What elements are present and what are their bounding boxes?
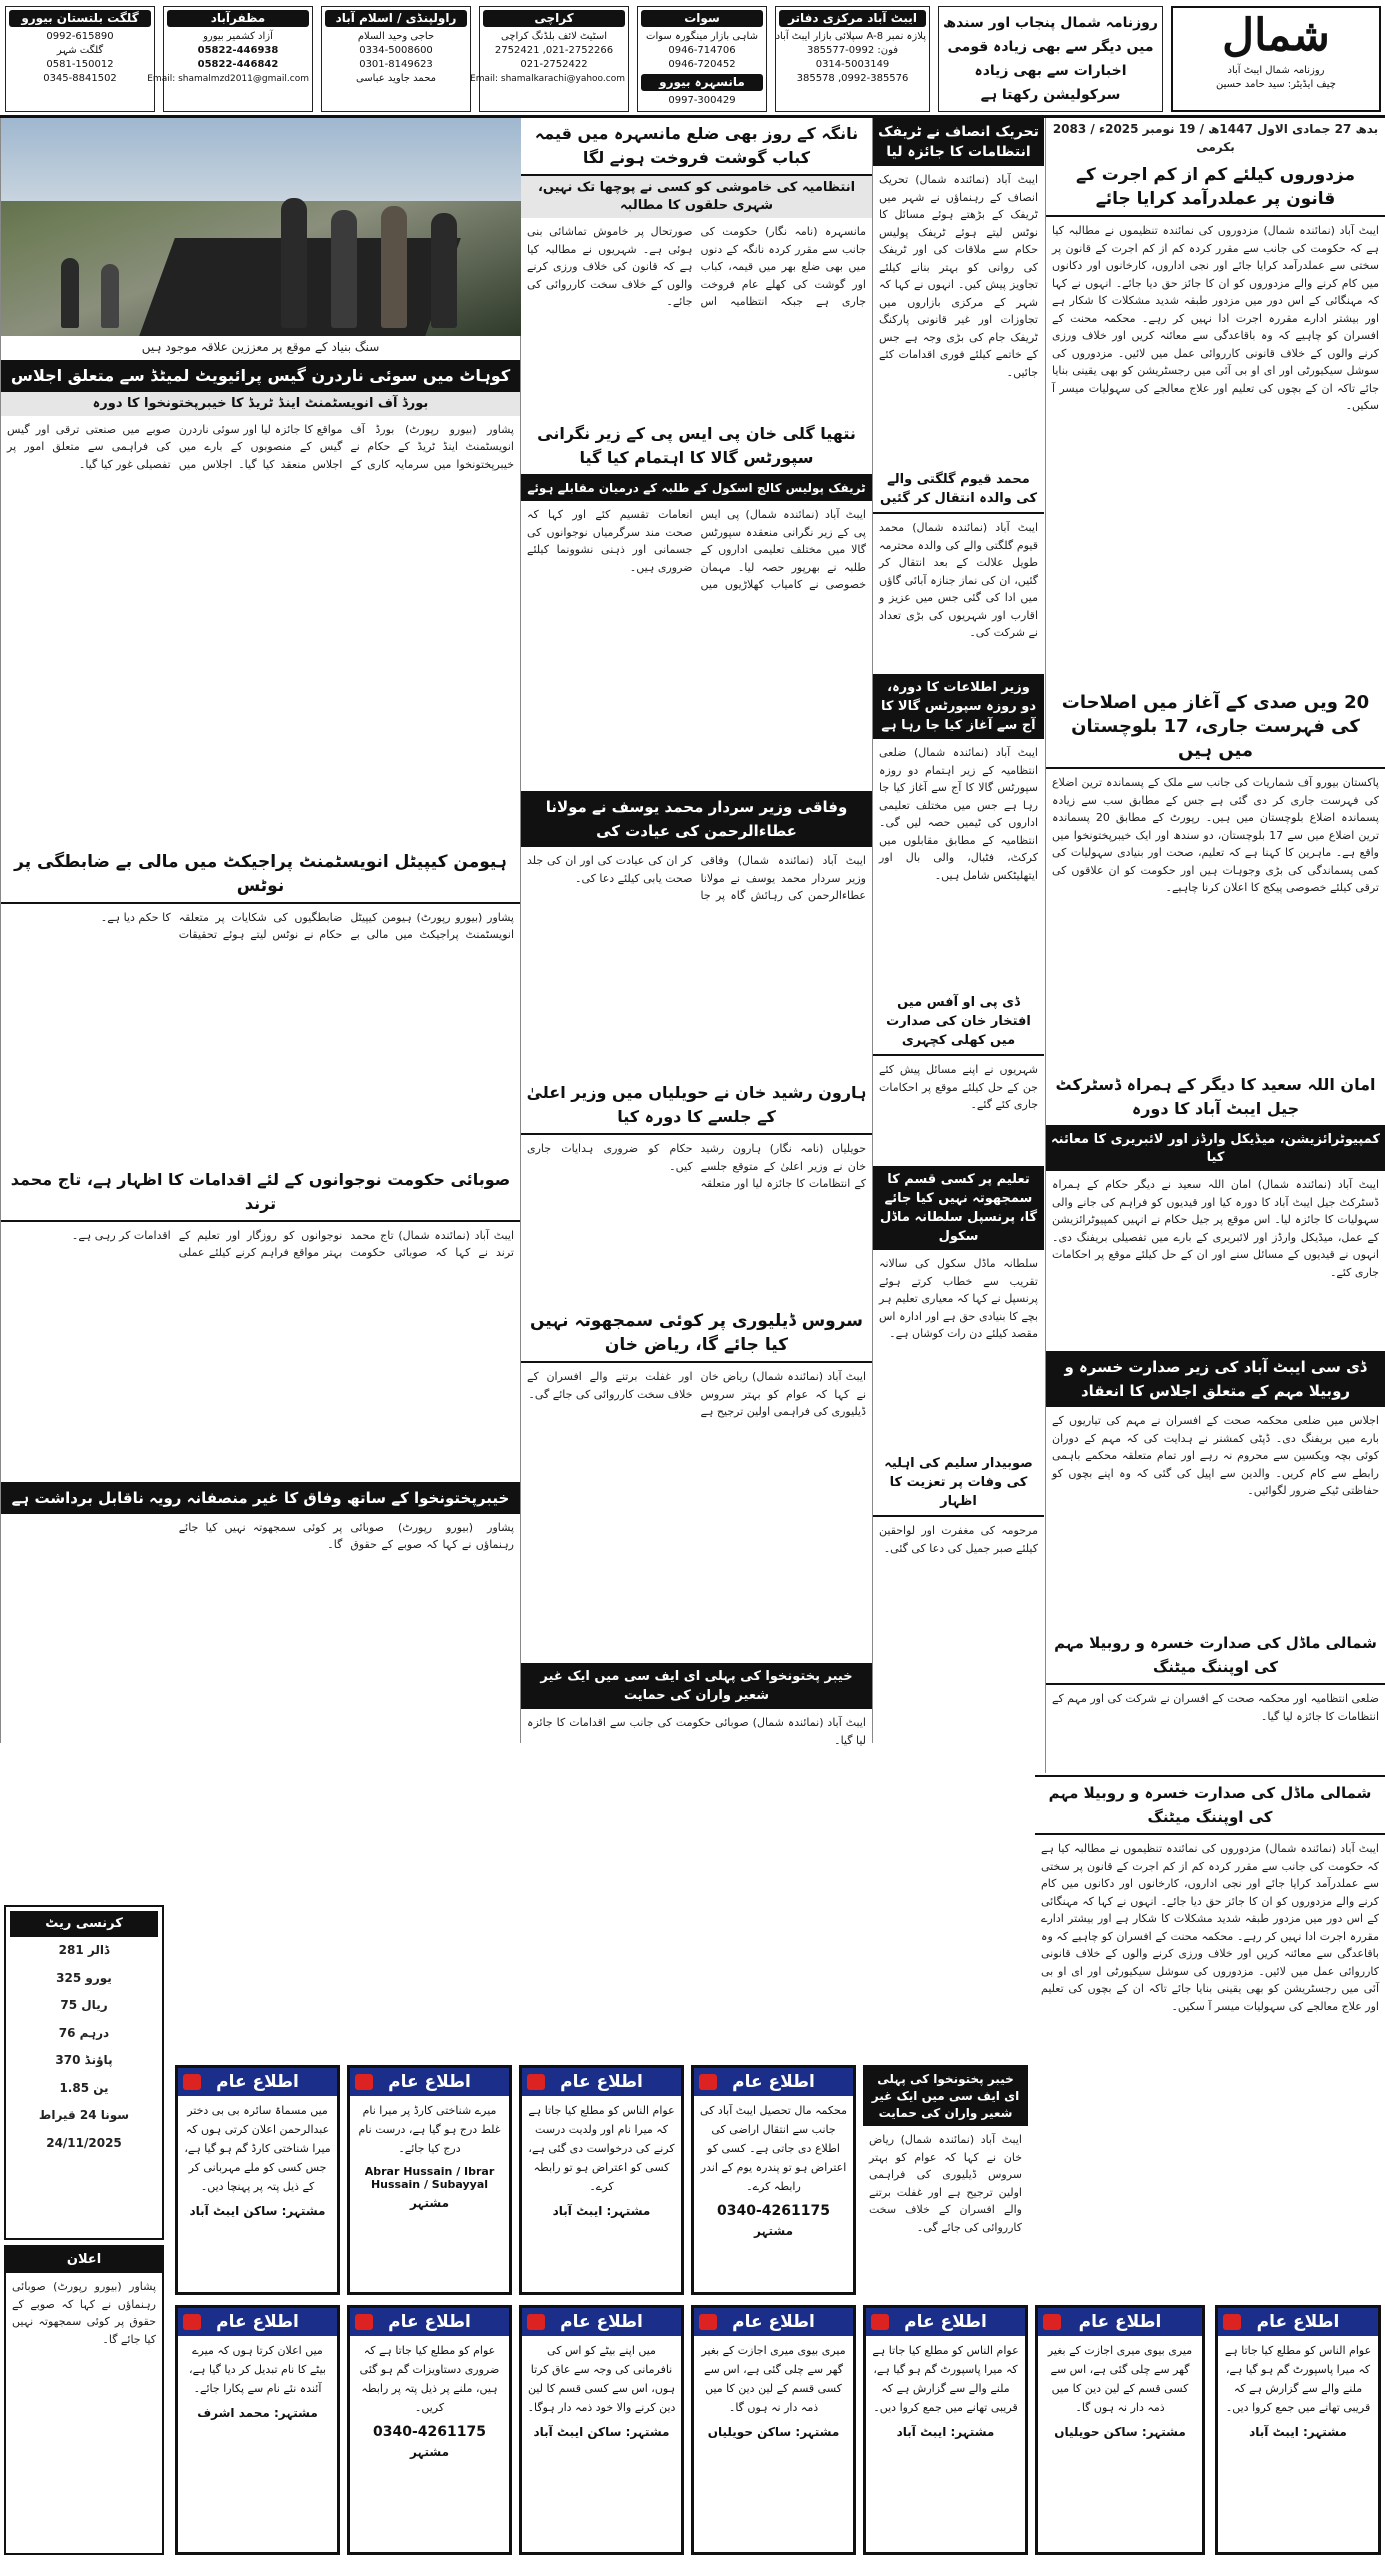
rate-line: یورو 325 bbox=[56, 1970, 112, 1985]
office-line: شاہی بازار مینگورہ سوات bbox=[646, 31, 758, 42]
office-line: اسٹیٹ لائف بلڈنگ کراچی bbox=[500, 31, 608, 42]
editor-name: چیف ایڈیٹر: سید حامد حسین bbox=[1216, 79, 1336, 90]
edition-name: روزنامہ شمال ایبٹ آباد bbox=[1227, 65, 1325, 76]
office-line: 0581-150012 bbox=[46, 59, 114, 70]
ad-title: اطلاع عام bbox=[522, 2068, 681, 2096]
office-line: فون: 0992-385577 bbox=[806, 45, 899, 56]
ad-title: اطلاع عام bbox=[522, 2308, 681, 2336]
column-4 bbox=[0, 118, 520, 1743]
office-title: کراچی bbox=[483, 10, 625, 27]
ad-body: میں اعلان کرتا ہوں کہ میرے بیٹے کا نام تبدیل کر دیا گیا ہے، آئندہ نئے نام سے پکارا جائے۔ bbox=[189, 2344, 326, 2395]
office-line: 0997-300429 bbox=[668, 95, 736, 106]
office-abbottabad bbox=[775, 6, 930, 112]
headline-traffic: تحریک انصاف نے ٹریفک انتظامات کا جائزہ لیا bbox=[873, 118, 1044, 166]
article-kp-efc-2: ایبٹ آباد (نمائندہ شمال) ریاض خان نے کہا کہ عوام کو بہتر سروس ڈیلیوری کی فراہمی اولین ترجیح ہے اور غفلت برتنے والے افسران کے خلاف سخت کارروائی کی جائے گی۔ bbox=[869, 2133, 1022, 2234]
office-title: ایبٹ آباد مرکزی دفاتر bbox=[779, 10, 926, 27]
headline-haroon-rashid: ہارون رشید خان نے حویلیاں میں وزیر اعلیٰ کے جلسے کا دورہ کیا bbox=[521, 1077, 872, 1135]
ad-public-notice bbox=[519, 2305, 684, 2555]
article-districts: پاکستان بیورو آف شماریات کی جانب سے ملک کے پسماندہ ترین اضلاع کی فہرست جاری کر دی گئی ہے جس کے مطابق سب سے زیادہ پسماندہ اضلاع بلوچستان میں ہیں۔ رپورٹ کے مطابق 20 پسماندہ ترین اضلاع میں سے 17 بلوچستان، دو سندھ اور ایک خیبرپختونخوا میں واقع ہے۔ ماہرین کا کہنا ہے کہ تعلیم، صحت اور بنیادی سہولیات کی کمی پسماندگی کی بڑی وجوہات ہیں اور حکومت کو ان علاقوں کی ترقی کیلئے خصوصی پیکج کا اعلان کرنا چاہیے۔ bbox=[1052, 776, 1380, 894]
headline-kp-efc: خیبر پختونخوا کی پہلی ای ایف سی میں ایک غیر شعیر واران کی حمایت bbox=[521, 1663, 872, 1709]
office-line: Email: shamalmzd2011@gmail.com bbox=[147, 74, 309, 84]
ad-body: میں مسماۃ سائرہ بی بی دختر عبدالرحمن اعلان کرتی ہوں کہ میرا شناختی کارڈ گم ہو گیا ہے، جس کسی کو ملے مہربانی کر کے ذیل پتہ پر پہنچا دیں۔ bbox=[184, 2104, 331, 2193]
office-title: گلگت بلتستان بیورو bbox=[9, 10, 151, 27]
rate-line: پاؤنڈ 370 bbox=[55, 2053, 113, 2067]
headline-opening-meeting: شمالی ماڈل کی صدارت خسرہ و روبیلا مہم کی اوپننگ میٹنگ bbox=[1046, 1627, 1385, 1685]
rate-line: سونا 24 قیراط bbox=[38, 2108, 130, 2122]
headline-minister-visit: وفاقی وزیر سردار محمد یوسف نے مولانا عطاءالرحمن کی عیادت کی bbox=[521, 791, 872, 847]
ad-sign: مشتہر: ایبٹ آباد bbox=[896, 2425, 995, 2439]
office-line: 0334-5008600 bbox=[359, 45, 433, 56]
headline-meat-sale: نانگہ کے روز بھی ضلع مانسہرہ میں قیمہ کباب گوشت فروخت ہونے لگا bbox=[521, 118, 872, 176]
rate-line: ین 1.85 bbox=[59, 2080, 109, 2095]
headline-dpo-office: ڈی پی او آفس میں افتخار خان کی صدارت میں کھلی کچہری bbox=[873, 989, 1044, 1056]
column-3 bbox=[520, 118, 872, 1747]
ad-public-notice bbox=[347, 2305, 512, 2555]
article-meat-sale: مانسہرہ (نامہ نگار) حکومت کی جانب سے مقرر کردہ نانگہ کے دنوں میں بھی ضلع بھر میں قیمہ، کباب اور گوشت کی کھلے عام فروخت جاری ہے جبکہ انتظامیہ اس صورتحال پر خاموش تماشائی بنی ہوئی ہے۔ شہریوں نے مطالبہ کیا ہے کہ قانون کی خلاف ورزی کرنے والوں کے خلاف سخت کارروائی کی جائے۔ bbox=[527, 225, 866, 308]
office-karachi bbox=[470, 6, 629, 112]
ad-sign: مشتہر: ساکن ایبٹ آباد bbox=[533, 2425, 670, 2439]
article-human-capital: پشاور (بیورو رپورٹ) ہیومن کیپیٹل انویسٹمنٹ پراجیکٹ میں مالی بے ضابطگیوں کی شکایات پر متعلقہ حکام نے نوٹس لیتے ہوئے تحقیقات کا حکم دیا ہے۔ bbox=[100, 910, 514, 941]
headline-wages: مزدوروں کیلئے کم از کم اجرت کے قانون پر عملدرآمد کرایا جائے bbox=[1046, 159, 1385, 217]
ad-sign: مشتہر bbox=[409, 2445, 450, 2459]
ad-public-notice bbox=[347, 2065, 512, 2295]
ad-sign: مشتہر bbox=[409, 2196, 450, 2210]
ad-public-notice bbox=[175, 2065, 340, 2295]
office-line: آزاد کشمیر بیورو bbox=[203, 31, 273, 42]
ad-column-right bbox=[1035, 2305, 1210, 2555]
office-line: 021-2752422 bbox=[520, 59, 588, 70]
ad-body: محکمہ مال تحصیل ایبٹ آباد کی جانب سے انتقال اراضی کی اطلاع دی جاتی ہے۔ کسی کو اعتراض ہو تو پندرہ یوم کے اندر رابطہ کرے۔ bbox=[700, 2104, 847, 2193]
headline-gas-meeting: کوہاٹ میں سوئی ناردرن گیس پرائیویٹ لمیٹڈ سے متعلق اجلاس bbox=[1, 360, 520, 392]
office-title: سوات bbox=[641, 10, 763, 27]
article-nathia-gali: ایبٹ آباد (نمائندہ شمال) پی ایس پی کے زیر نگرانی منعقدہ سپورٹس گالا میں مختلف تعلیمی اداروں کے طلبہ نے بھرپور حصہ لیا۔ مہمان خصوصی نے کامیاب کھلاڑیوں میں انعامات تقسیم کئے اور کہا کہ صحت مند سرگرمیاں نوجوانوں کی جسمانی اور ذہنی نشوونما کیلئے ضروری ہیں۔ bbox=[527, 508, 866, 591]
headline-obituary: محمد قیوم گلگتی والے کی والدہ انتقال کر گئیں bbox=[873, 466, 1044, 514]
ad-body: عوام کو مطلع کیا جاتا ہے کہ ضروری دستاویزات گم ہو گئی ہیں، ملنے پر ذیل پتہ پر رابطہ کریں۔ bbox=[359, 2344, 500, 2414]
article-opening-meeting: ضلعی انتظامیہ اور محکمہ صحت کے افسران نے شرکت کی اور مہم کے انتظامات کا جائزہ لیا گیا۔ bbox=[1052, 1692, 1379, 1723]
newspaper-logo: شمال bbox=[1222, 10, 1330, 61]
ad-title: اطلاع عام bbox=[350, 2068, 509, 2096]
office-line: 0946-720452 bbox=[668, 59, 736, 70]
article-dpo-office: شہریوں نے اپنے مسائل پیش کئے جن کے حل کیلئے موقع پر احکامات جاری کئے گئے۔ bbox=[879, 1063, 1038, 1111]
office-gilgit bbox=[5, 6, 155, 112]
ad-body: میں اپنے بیٹے کو اس کی نافرمانی کی وجہ سے عاق کرتا ہوں، اس سے کسی قسم کا لین دین کرنے والا خود ذمہ دار ہوگا۔ bbox=[527, 2344, 676, 2414]
ad-names: Abrar Hussain / Ibrar Hussain / Subayyal bbox=[364, 2165, 495, 2191]
ad-body: میری بیوی میری اجازت کے بغیر گھر سے چلی گئی ہے، اس سے کسی قسم کے لین دین کا میں ذمہ دار نہ ہوں گا۔ bbox=[701, 2344, 846, 2414]
office-line: Email: shamalkarachi@yahoo.com bbox=[470, 74, 625, 84]
left-notice-box bbox=[4, 2245, 164, 2555]
ad-title: اطلاع عام bbox=[178, 2068, 337, 2096]
ad-body: عوام الناس کو مطلع کیا جاتا ہے کہ میرا پاسپورٹ گم ہو گیا ہے، ملنے والے سے گزارش ہے کہ قریبی تھانے میں جمع کروا دیں۔ bbox=[872, 2344, 1019, 2414]
column-1 bbox=[1045, 118, 1385, 1773]
ad-sign: مشتہر: ساکن حویلیاں bbox=[707, 2425, 840, 2439]
rate-line: ریال 75 bbox=[60, 1998, 108, 2012]
office-title: راولپنڈی / اسلام آباد bbox=[325, 10, 467, 27]
office-line: حاجی وحید السلام bbox=[357, 31, 435, 42]
ad-public-notice bbox=[175, 2305, 340, 2555]
ad-body: عوام الناس کو مطلع کیا جاتا ہے کہ میرا پاسپورٹ گم ہو گیا ہے، ملنے والے سے گزارش ہے کہ قریبی تھانے میں جمع کروا دیں۔ bbox=[1224, 2344, 1372, 2414]
ad-public-notice bbox=[691, 2305, 856, 2555]
bottom-mid-news bbox=[863, 2065, 1028, 2295]
ad-public-notice bbox=[863, 2305, 1028, 2555]
ad-title: اطلاع عام bbox=[178, 2308, 337, 2336]
rates-title: کرنسی ریٹ bbox=[10, 1911, 158, 1937]
article-service-delivery: ایبٹ آباد (نمائندہ شمال) ریاض خان نے کہا کہ عوام کو بہتر سروس ڈیلیوری کی فراہمی اولین ترجیح ہے اور غفلت برتنے والے افسران کے خلاف سخت کارروائی کی جائے گی۔ bbox=[527, 1370, 866, 1418]
office-line: 0992-615890 bbox=[46, 31, 114, 42]
subhead-jail-visit: کمپیوٹرائزیشن، میڈیکل وارڈز اور لائبریری کا معائنہ کیا bbox=[1046, 1127, 1385, 1171]
masthead-bar bbox=[0, 0, 1385, 118]
masthead bbox=[1171, 6, 1381, 112]
ad-body: میرے شناختی کارڈ پر میرا نام غلط درج ہو گیا ہے، درست نام درج کیا جائے۔ bbox=[358, 2104, 501, 2155]
headline-youth: صوبائی حکومت نوجوانوں کے لئے اقدامات کا اظہار ہے، تاج محمد ترند bbox=[1, 1164, 520, 1222]
article-jail-visit: ایبٹ آباد (نمائندہ شمال) امان اللہ سعید نے دیگر حکام کے ہمراہ ڈسٹرکٹ جیل ایبٹ آباد کا دورہ کیا اور قیدیوں کو فراہم کی جانے والی سہولیات کا جائزہ لیا۔ اس موقع پر جیل حکام نے انہیں کمپیوٹرائزیشن کے عمل، میڈیکل وارڈز اور لائبریری کے بارے میں تفصیلی بریفنگ دی۔ انہوں نے قیدیوں کے مسائل سنے اور ان کے حل کیلئے موقع پر احکامات جاری کئے۔ bbox=[1052, 1178, 1379, 1279]
bottom-right-news bbox=[1035, 1775, 1385, 2300]
office-line: گلگت شہر bbox=[56, 45, 104, 56]
headline-human-capital: ہیومن کیپیٹل انویسٹمنٹ پراجیکٹ میں مالی بے ضابطگی پر نوٹس bbox=[1, 846, 520, 904]
ad-sign: مشتہر bbox=[753, 2224, 794, 2238]
ad-title: اطلاع عام bbox=[694, 2308, 853, 2336]
ad-sign: مشتہر: محمد اشرف bbox=[197, 2406, 318, 2420]
ad-sign: مشتہر: ساکن ایبٹ آباد bbox=[189, 2204, 326, 2218]
headline-service-delivery: سروس ڈیلیوری پر کوئی سمجھوتہ نہیں کیا جائے گا، ریاض خان bbox=[521, 1305, 872, 1363]
headline-jail-visit: امان اللہ سعید کا دیگر کے ہمراہ ڈسٹرکٹ جیل ایبٹ آباد کا دورہ bbox=[1046, 1069, 1385, 1127]
date-line: بدھ 27 جمادی الاول 1447ھ / 19 نومبر 2025ء / 2083 بکرمی bbox=[1052, 122, 1379, 154]
ad-body: میری بیوی میری اجازت کے بغیر گھر سے چلی گئی ہے، اس سے کسی قسم کے لین دین کا میں ذمہ دار نہ ہوں گا۔ bbox=[1047, 2344, 1193, 2414]
ad-phone: 0340-4261175 bbox=[373, 2424, 486, 2440]
headline-education: تعلیم پر کسی قسم کا سمجھوتہ نہیں کیا جائے گا، پرنسپل سلطانہ ماڈل سکول bbox=[873, 1166, 1044, 1250]
ad-title: اطلاع عام bbox=[694, 2068, 853, 2096]
ad-public-notice bbox=[1215, 2305, 1381, 2555]
office-rawalpindi bbox=[321, 6, 471, 112]
office-line: 0345-8841502 bbox=[43, 73, 117, 84]
ad-public-notice bbox=[519, 2065, 684, 2295]
article-wages: ایبٹ آباد (نمائندہ شمال) مزدوروں کی نمائندہ تنظیموں نے مطالبہ کیا ہے کہ حکومت کی جانب سے مقرر کردہ کم از کم اجرت کے قانون پر سختی سے عملدرآمد کرایا جائے اور نجی اداروں، کارخانوں اور دکانوں میں کام کرنے والے مزدوروں کو ان کا جائز حق دیا جائے۔ انہوں نے کہا کہ مہنگائی کے اس دور میں مزدور طبقہ شدید مشکلات کا شکار ہے اور بیشتر ادارے مقررہ اجرت ادا نہیں کر رہے۔ محکمہ محنت کے افسران کو چاہیے کہ وہ باقاعدگی سے معائنہ کریں اور خلاف ورزی کرنے والوں کے خلاف قانونی کارروائی عمل میں لائیں۔ مزدوروں کی سوشل سیکیورٹی اور ای او بی آئی میں رجسٹریشن کو بھی یقینی بنایا جائے تاکہ ان کے بچوں کی تعلیم اور علاج معالجے کی سہولیات میسر آ سکیں۔ bbox=[1052, 224, 1379, 412]
office-title: مظفرآباد bbox=[167, 10, 309, 27]
ad-sign: مشتہر: ساکن حویلیاں bbox=[1054, 2425, 1186, 2439]
column-2 bbox=[872, 118, 1044, 1743]
ad-body: عوام الناس کو مطلع کیا جاتا ہے کہ میرا نام اور ولدیت درست کرنے کی درخواست دی گئی ہے، کسی کو اعتراض ہو تو رابطہ کرے۔ bbox=[528, 2104, 675, 2193]
subhead-gas-meeting: بورڈ آف انویسٹمنٹ اینڈ ٹریڈ کا خیبرپختونخوا کا دورہ bbox=[1, 392, 520, 416]
article-education: سلطانہ ماڈل سکول کی سالانہ تقریب سے خطاب کرتے ہوئے پرنسپل نے کہا کہ معیاری تعلیم ہر بچے کا بنیادی حق ہے اور ادارہ اس مقصد کیلئے دن رات کوشاں ہے۔ bbox=[879, 1257, 1038, 1340]
ad-phone: 0340-4261175 bbox=[717, 2203, 830, 2219]
ad-title: اطلاع عام bbox=[1218, 2308, 1378, 2336]
left-notice-title: اعلان bbox=[6, 2247, 162, 2273]
headline-condolence: صوبیدار سلیم کی اہلیہ کی وفات پر تعزیت کا اظہار bbox=[873, 1450, 1044, 1517]
headline-opening-meeting-2: شمالی ماڈل کی صدارت خسرہ و روبیلا مہم کی اوپننگ میٹنگ bbox=[1035, 1777, 1385, 1835]
article-sports-gala: ایبٹ آباد (نمائندہ شمال) ضلعی انتظامیہ کے زیر اہتمام دو روزہ سپورٹس گالا کا آج سے آغاز کیا جا رہا ہے جس میں مختلف تعلیمی اداروں کی ٹیمیں حصہ لیں گی۔ انتظامیہ کے مطابق مقابلوں میں کرکٹ، فٹبال، والی بال اور ایتھلیٹکس شامل ہیں۔ bbox=[879, 746, 1038, 882]
ad-column-far-right bbox=[1215, 2305, 1385, 2555]
ad-sign: مشتہر: ایبٹ آباد bbox=[552, 2204, 651, 2218]
subhead-nathia-gali: ٹریفک پولیس کالج اسکول کے طلبہ کے درمیان مقابلے ہوئے bbox=[521, 476, 872, 501]
rate-line: درہم 76 bbox=[58, 2025, 110, 2040]
news-photo bbox=[1, 118, 521, 336]
office-line: 021-2752266, 2752421 bbox=[494, 45, 614, 56]
ad-public-notice bbox=[1035, 2305, 1205, 2555]
headline-sports-gala: وزیر اطلاعات کا دورہ، دو روزہ سپورٹس گالا کا آج سے آغاز کیا جا رہا ہے bbox=[873, 674, 1044, 739]
article-obituary: ایبٹ آباد (نمائندہ شمال) محمد قیوم گلگتی والے کی والدہ محترمہ طویل علالت کے بعد انتقال کر گئیں، ان کی نماز جنازہ آبائی گاؤں میں ادا کی گئی جس میں عزیز و اقارب اور شہریوں کی بڑی تعداد نے شرکت کی۔ bbox=[879, 521, 1038, 639]
article-federal-attitude: پشاور (بیورو رپورٹ) صوبائی رہنماؤں نے کہا کہ صوبے کے حقوق پر کوئی سمجھوتہ نہیں کیا جائے گا۔ bbox=[178, 1520, 514, 1551]
rates-box bbox=[4, 1905, 164, 2240]
article-traffic: ایبٹ آباد (نمائندہ شمال) تحریک انصاف کے رہنماؤں نے شہر میں ٹریفک کے بڑھتے ہوئے مسائل کا نوٹس لیتے ہوئے ٹریفک پولیس حکام سے ملاقات کی اور ٹریفک کی روانی کو بہتر بنانے کیلئے تجاویز پیش کیں۔ انہوں نے کہا کہ شہر کے مرکزی بازاروں میں تجاوزات اور غیر قانونی پارکنگ ٹریفک جام کی بڑی وجہ ہے جس کے خاتمے کیلئے فوری اقدامات کئے جائیں۔ bbox=[879, 173, 1038, 379]
slogan-box: روزنامہ شمال پنجاب اور سندھ میں دیگر سے بھی زیادہ قومی اخبارات سے بھی زیادہ سرکولیشن رکھتا ہے bbox=[938, 6, 1163, 112]
article-kp-efc: ایبٹ آباد (نمائندہ شمال) صوبائی حکومت کی جانب سے اقدامات کا جائزہ لیا گیا۔ bbox=[527, 1716, 866, 1747]
article-condolence: مرحومہ کی مغفرت اور لواحقین کیلئے صبر جمیل کی دعا کی گئی۔ bbox=[879, 1524, 1038, 1555]
article-wages-continued: ایبٹ آباد (نمائندہ شمال) مزدوروں کی نمائندہ تنظیموں نے مطالبہ کیا ہے کہ حکومت کی جانب سے مقرر کردہ کم از کم اجرت کے قانون پر سختی سے عملدرآمد کرایا جائے اور نجی اداروں، کارخانوں اور دکانوں میں کام کرنے والے مزدوروں کو ان کا جائز حق دیا جائے۔ انہوں نے کہا کہ مہنگائی کے اس دور میں مزدور طبقہ شدید مشکلات کا شکار ہے اور بیشتر ادارے مقررہ اجرت ادا نہیں کر رہے۔ محکمہ محنت کے افسران کو چاہیے کہ وہ باقاعدگی سے معائنہ کریں اور خلاف ورزی کرنے والوں کے خلاف قانونی کارروائی عمل میں لائیں۔ مزدوروں کی سوشل سیکیورٹی اور ای او بی آئی میں رجسٹریشن کو بھی یقینی بنایا جائے تاکہ ان کے بچوں کی تعلیم اور علاج معالجے کی سہولیات میسر آ سکیں۔ bbox=[1041, 1842, 1379, 2013]
rate-line: ڈالر 281 bbox=[58, 1943, 110, 1957]
article-haroon-rashid: حویلیاں (نامہ نگار) ہارون رشید خان نے وزیر اعلیٰ کے متوقع جلسے کے انتظامات کا جائزہ لیا اور متعلقہ حکام کو ضروری ہدایات جاری کیں۔ bbox=[527, 1142, 866, 1190]
office-line: 0946-714706 bbox=[668, 45, 736, 56]
headline-measles-meeting: ڈی سی ایبٹ آباد کی زیر صدارت خسرہ و روبیلا مہم کے متعلق اجلاس کا انعقاد bbox=[1046, 1351, 1385, 1407]
office-line: 05822-446842 bbox=[197, 59, 279, 70]
office-muzaffarabad bbox=[147, 6, 313, 112]
photo-caption: سنگ بنیاد کے موقع پر معززین علاقہ موجود ہیں bbox=[141, 340, 380, 354]
office-title: مانسہرہ بیورو bbox=[641, 74, 763, 91]
office-line: 05822-446938 bbox=[197, 45, 279, 56]
article-measles-meeting: اجلاس میں ضلعی محکمہ صحت کے افسران نے مہم کی تیاریوں کے بارے میں بریفنگ دی۔ ڈپٹی کمشنر نے ہدایت کی کہ مہم کے دوران کوئی بچہ ویکسین سے محروم نہ رہے اور تمام متعلقہ محکمے باہمی رابطے سے کام کریں۔ والدین سے اپیل کی گئی کہ وہ اپنے بچوں کو حفاظتی ٹیکے ضرور لگوائیں۔ bbox=[1052, 1414, 1379, 1497]
headline-kp-efc-2: خیبر پختونخوا کی پہلی ای ایف سی میں ایک غیر شعیر واران کی حمایت bbox=[863, 2067, 1028, 2126]
office-line: 0992-385576, 385578 bbox=[796, 73, 909, 84]
article-minister-visit: ایبٹ آباد (نمائندہ شمال) وفاقی وزیر سردار محمد یوسف نے مولانا عطاءالرحمن کی رہائش گاہ پر جا کر ان کی عیادت کی اور ان کی جلد صحت یابی کیلئے دعا کی۔ bbox=[527, 854, 866, 902]
left-notice-body: پشاور (بیورو رپورٹ) صوبائی رہنماؤں نے کہا کہ صوبے کے حقوق پر کوئی سمجھوتہ نہیں کیا جائے گا۔ bbox=[12, 2280, 156, 2346]
subhead-meat-sale: انتظامیہ کی خاموشی کو کسی نے پوچھا تک نہیں، شہری حلقوں کا مطالبہ bbox=[521, 176, 872, 218]
office-line: 0301-8149623 bbox=[359, 59, 433, 70]
office-swat bbox=[637, 6, 767, 112]
ad-public-notice bbox=[691, 2065, 856, 2295]
rate-line: 24/11/2025 bbox=[46, 2135, 122, 2150]
office-line: محمد جاوید عباسی bbox=[355, 73, 437, 84]
ad-sign: مشتہر: ایبٹ آباد bbox=[1249, 2425, 1347, 2439]
office-line: پلازہ نمبر A-8 سپلائی بازار ایبٹ آباد bbox=[775, 31, 926, 42]
article-gas-meeting: پشاور (بیورو رپورٹ) بورڈ آف انویسٹمنٹ اینڈ ٹریڈ کے حکام نے خیبرپختونخوا میں سرمایہ کاری کے مواقع کا جائزہ لیا اور سوئی ناردرن گیس کے منصوبوں کے بارے میں اجلاس منعقد کیا گیا۔ اجلاس میں صوبے میں صنعتی ترقی اور گیس کی فراہمی سے متعلق امور پر تفصیلی غور کیا گیا۔ bbox=[7, 422, 514, 471]
ad-title: اطلاع عام bbox=[350, 2308, 509, 2336]
headline-nathia-gali: نتھیا گلی خان پی ایس پی کے زیر نگرانی سپورٹس گالا کا اہتمام کیا گیا bbox=[521, 418, 872, 476]
article-youth: ایبٹ آباد (نمائندہ شمال) تاج محمد ترند نے کہا کہ صوبائی حکومت نوجوانوں کو روزگار اور تعلیم کے بہتر مواقع فراہم کرنے کیلئے عملی اقدامات کر رہی ہے۔ bbox=[71, 1228, 514, 1259]
ad-title: اطلاع عام bbox=[1038, 2308, 1202, 2336]
office-line: 0314-5003149 bbox=[815, 59, 890, 70]
headline-federal-attitude: خیبرپختونخوا کے ساتھ وفاق کا غیر منصفانہ رویہ ناقابل برداشت ہے bbox=[1, 1482, 520, 1514]
ad-title: اطلاع عام bbox=[866, 2308, 1025, 2336]
headline-districts: 20 ویں صدی کے آغاز میں اصلاحات کی فہرست جاری، 17 بلوچستان میں ہیں bbox=[1046, 687, 1385, 769]
